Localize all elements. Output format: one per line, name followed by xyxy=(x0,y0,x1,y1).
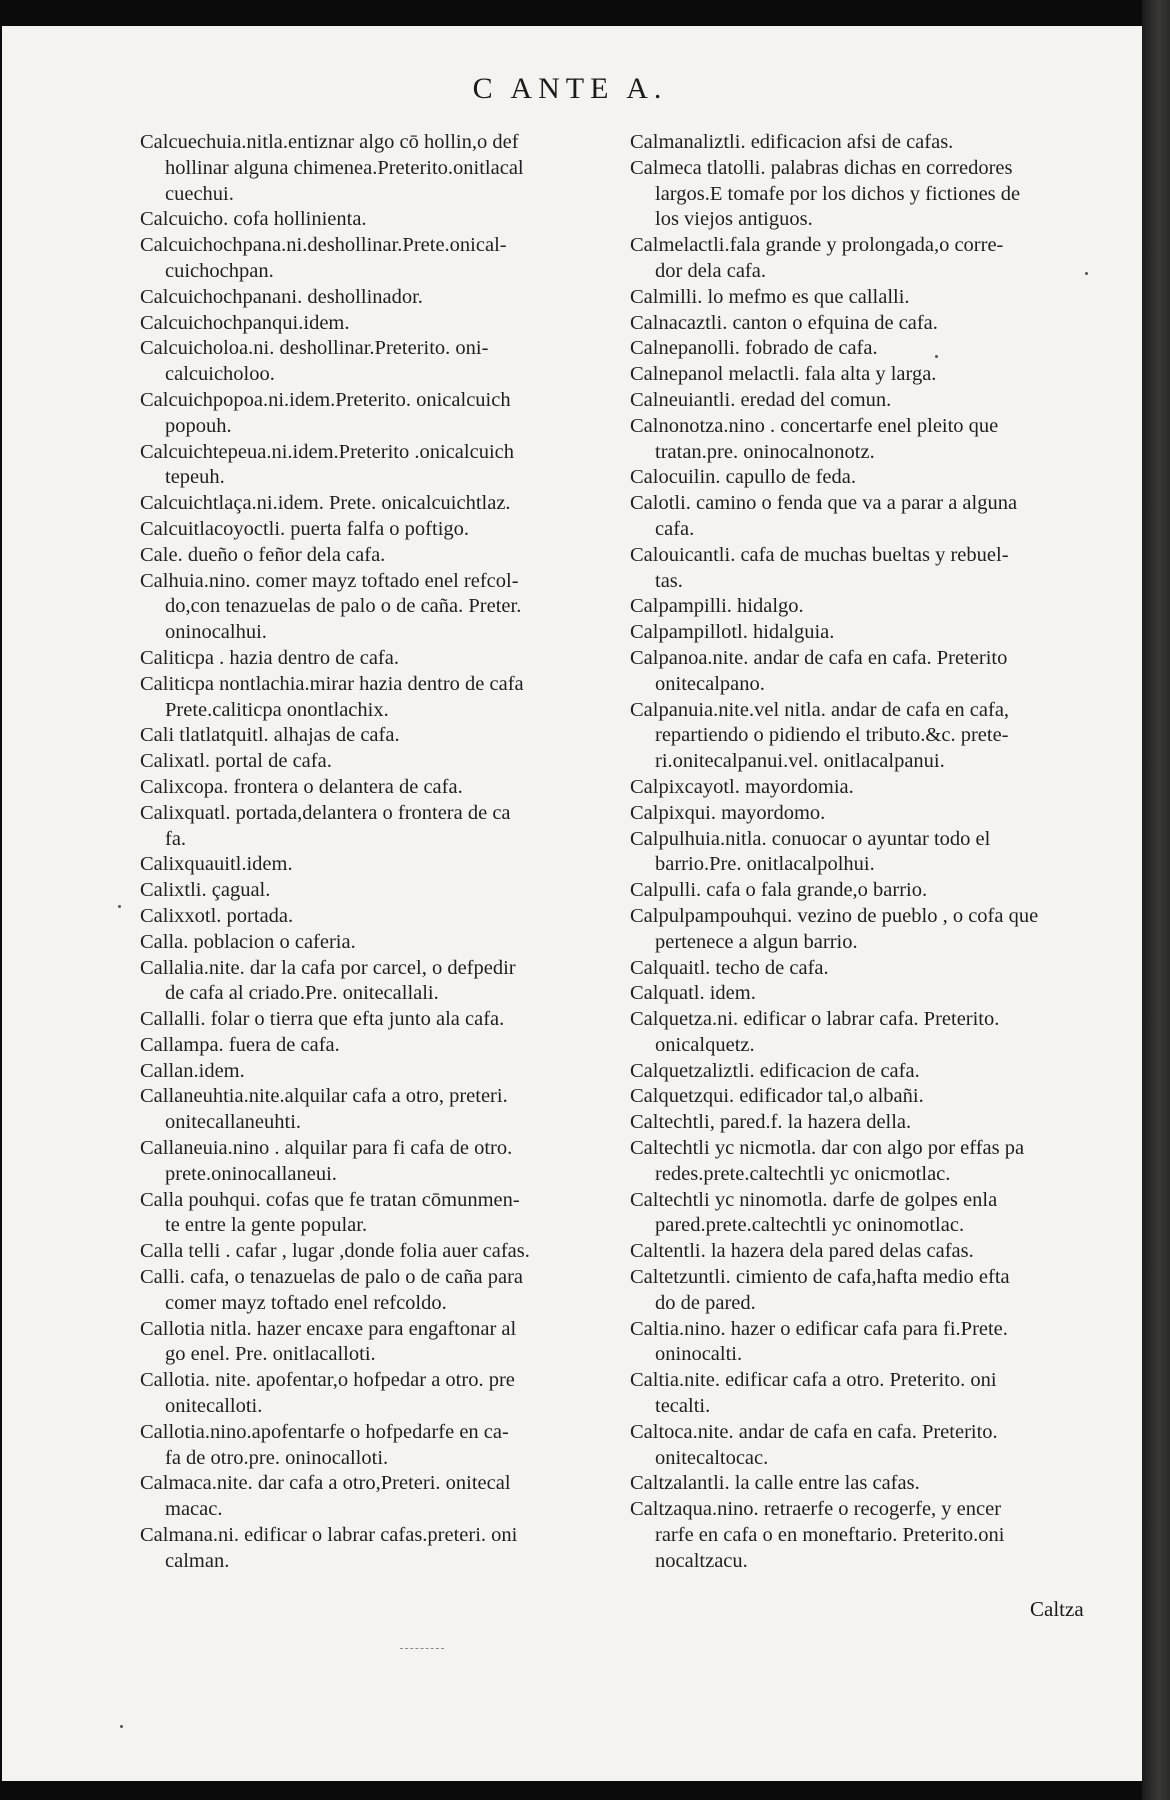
entry-headline: Caltzalantli. la calle entre las cafas. xyxy=(630,1472,920,1495)
entry-headline: Caliticpa . hazia dentro de cafa. xyxy=(140,646,399,669)
dictionary-entry xyxy=(140,1420,640,1472)
entry-headline: Calpulpampouhqui. vezino de pueblo , o cofa que xyxy=(630,904,1039,927)
entry-headline: Cali tlatlatquitl. alhajas de cafa. xyxy=(140,724,400,747)
dictionary-entry xyxy=(630,1007,1130,1059)
dictionary-entry xyxy=(140,388,640,440)
entry-continuation: go enel. Pre. onitlacalloti. xyxy=(165,1343,376,1366)
entry-headline: Caltzaqua.nino. retraerfe o recogerfe, y encer xyxy=(630,1498,1002,1521)
dictionary-entry xyxy=(630,543,1130,595)
entry-headline: Calla telli . cafar , lugar ,donde folia auer cafas. xyxy=(140,1240,530,1263)
entry-headline: Caltia.nite. edificar cafa a otro. Preterito. oni xyxy=(630,1369,997,1392)
entry-continuation: calman. xyxy=(165,1549,230,1572)
dictionary-entry xyxy=(140,207,640,233)
dictionary-entry xyxy=(630,878,1130,904)
dictionary-entry xyxy=(630,981,1130,1007)
entry-headline: Calixquatl. portada,delantera o frontera de ca xyxy=(140,801,511,824)
entry-headline: Caltetzuntli. cimiento de cafa,hafta medio efta xyxy=(630,1266,1010,1289)
entry-headline: Callotia nitla. hazer encaxe para engaftonar al xyxy=(140,1317,517,1340)
entry-continuation: pared.prete.caltechtli yc oninomotlac. xyxy=(655,1214,965,1237)
entry-continuation: tepeuh. xyxy=(165,466,225,489)
entry-continuation: cafa. xyxy=(655,517,695,540)
entry-continuation: tratan.pre. oninocalnonotz. xyxy=(655,440,875,463)
entry-continuation: do de pared. xyxy=(655,1291,756,1314)
entry-headline: Calneuiantli. eredad del comun. xyxy=(630,388,892,411)
entry-headline: Callalia.nite. dar la cafa por carcel, o defpedir xyxy=(140,956,516,979)
dictionary-entry xyxy=(630,156,1130,233)
entry-headline: Calmaca.nite. dar cafa a otro,Preteri. onitecal xyxy=(140,1472,511,1495)
dictionary-entry xyxy=(140,517,640,543)
entry-headline: Calmelactli.fala grande y prolongada,o corre- xyxy=(630,234,1004,257)
entry-continuation: tecalti. xyxy=(655,1395,711,1418)
dictionary-entry xyxy=(630,1059,1130,1085)
dictionary-entry xyxy=(630,956,1130,982)
dictionary-entry xyxy=(140,491,640,517)
dictionary-entry xyxy=(630,1110,1130,1136)
dictionary-entry xyxy=(630,336,1130,362)
dictionary-entry xyxy=(140,1188,640,1240)
dictionary-entry xyxy=(630,646,1130,698)
ink-speck xyxy=(118,905,121,908)
entry-continuation: onitecallaneuhti. xyxy=(165,1111,302,1134)
dictionary-entry xyxy=(630,1136,1130,1188)
dictionary-entry xyxy=(630,1420,1130,1472)
dictionary-entry xyxy=(630,491,1130,543)
dictionary-entry xyxy=(140,723,640,749)
entry-continuation: prete.oninocallaneui. xyxy=(165,1162,337,1185)
dictionary-entry xyxy=(140,956,640,1008)
entry-continuation: barrio.Pre. onitlacalpolhui. xyxy=(655,853,875,876)
dictionary-entry xyxy=(630,414,1130,466)
entry-continuation: onicalquetz. xyxy=(655,1033,755,1056)
catchword: Caltza xyxy=(1030,1597,1084,1621)
dictionary-entry xyxy=(140,775,640,801)
entry-headline: Caltoca.nite. andar de cafa en cafa. Preterito. xyxy=(630,1420,998,1443)
entry-headline: Calquatl. idem. xyxy=(630,982,756,1005)
entry-headline: Calixquauitl.idem. xyxy=(140,853,293,876)
entry-headline: Calpampillotl. hidalguia. xyxy=(630,621,835,644)
entry-headline: Caltechtli yc ninomotla. darfe de golpes enla xyxy=(630,1188,998,1211)
entry-headline: Calixxotl. portada. xyxy=(140,904,294,927)
dictionary-entry xyxy=(630,1317,1130,1369)
dictionary-entry xyxy=(630,827,1130,879)
entry-continuation: pertenece a algun barrio. xyxy=(655,930,858,953)
entry-headline: Calixatl. portal de cafa. xyxy=(140,750,332,773)
entry-continuation: los viejos antiguos. xyxy=(655,208,813,231)
entry-headline: Calcuichochpanani. deshollinador. xyxy=(140,285,423,308)
entry-continuation: tas. xyxy=(655,569,683,592)
dictionary-entry xyxy=(140,1471,640,1523)
dictionary-entry xyxy=(630,698,1130,775)
entry-headline: Calpanuia.nite.vel nitla. andar de cafa en cafa, xyxy=(630,698,1010,721)
entry-headline: Callampa. fuera de cafa. xyxy=(140,1033,340,1056)
adjacent-page-edge xyxy=(1142,0,1170,1800)
entry-continuation: do,con tenazuelas de palo o de caña. Preter. xyxy=(165,595,522,618)
entry-headline: Calhuia.nino. comer mayz toftado enel refcol- xyxy=(140,569,519,592)
entry-headline: Calpulli. cafa o fala grande,o barrio. xyxy=(630,879,928,902)
entry-continuation: comer mayz toftado enel refcoldo. xyxy=(165,1291,447,1314)
entry-headline: Calnepanol melactli. fala alta y larga. xyxy=(630,363,937,386)
dictionary-entry xyxy=(140,930,640,956)
entry-continuation: oninocalhui. xyxy=(165,621,267,644)
entry-continuation: redes.prete.caltechtli yc onicmotlac. xyxy=(655,1162,951,1185)
entry-headline: Calla pouhqui. cofas que fe tratan cōmunmen- xyxy=(140,1188,520,1211)
dictionary-entry xyxy=(140,1265,640,1317)
dictionary-entry xyxy=(140,1368,640,1420)
dictionary-entry xyxy=(140,440,640,492)
dictionary-entry xyxy=(140,311,640,337)
dictionary-entry xyxy=(140,878,640,904)
dictionary-entry xyxy=(140,1033,640,1059)
entry-headline: Calpanoa.nite. andar de cafa en cafa. Preterito xyxy=(630,646,1008,669)
dictionary-entry xyxy=(630,130,1130,156)
entry-headline: Calnonotza.nino . concertarfe enel pleito que xyxy=(630,414,999,437)
entry-continuation: dor dela cafa. xyxy=(655,259,766,282)
entry-headline: Calcuicholoa.ni. deshollinar.Preterito. oni- xyxy=(140,337,489,360)
dictionary-entry xyxy=(140,646,640,672)
left-column xyxy=(140,130,640,1575)
entry-continuation: hollinar alguna chimenea.Preterito.onitlacal xyxy=(165,156,524,179)
entry-continuation: onitecaltocac. xyxy=(655,1446,769,1469)
entry-continuation: ri.onitecalpanui.vel. onitlacalpanui. xyxy=(655,750,945,773)
dictionary-entry xyxy=(630,801,1130,827)
entry-continuation: oninocalti. xyxy=(655,1343,743,1366)
dictionary-entry xyxy=(140,801,640,853)
entry-headline: Calcuicho. cofa hollinienta. xyxy=(140,208,367,231)
entry-headline: Caliticpa nontlachia.mirar hazia dentro de cafa xyxy=(140,672,524,695)
entry-headline: Calcuechuia.nitla.entiznar algo cō hollin,o def xyxy=(140,131,519,153)
entry-continuation: nocaltzacu. xyxy=(655,1549,748,1572)
entry-headline: Calpixqui. mayordomo. xyxy=(630,801,826,824)
entry-continuation: onitecalpano. xyxy=(655,672,765,695)
entry-continuation: cuichochpan. xyxy=(165,259,274,282)
dictionary-entry xyxy=(140,1136,640,1188)
entry-headline: Calotli. camino o fenda que va a parar a alguna xyxy=(630,492,1018,515)
dictionary-entry xyxy=(630,362,1130,388)
entry-headline: Calcuichochpanqui.idem. xyxy=(140,311,350,334)
ink-speck xyxy=(935,355,938,358)
dictionary-entry xyxy=(630,775,1130,801)
dictionary-entry xyxy=(140,130,640,207)
entry-headline: Calouicantli. cafa de muchas bueltas y rebuel- xyxy=(630,543,1009,566)
running-header: C ANTE A. xyxy=(472,72,668,105)
entry-headline: Calpulhuia.nitla. conuocar o ayuntar todo el xyxy=(630,827,991,850)
dictionary-entry xyxy=(630,465,1130,491)
dictionary-entry xyxy=(630,1084,1130,1110)
dictionary-entry xyxy=(630,1368,1130,1420)
entry-headline: Calquaitl. techo de cafa. xyxy=(630,956,829,979)
entry-headline: Callaneuia.nino . alquilar para fi cafa de otro. xyxy=(140,1137,513,1160)
entry-headline: Caltia.nino. hazer o edificar cafa para fi.Prete. xyxy=(630,1317,1008,1340)
entry-headline: Calcuichpopoa.ni.idem.Preterito. onicalcuich xyxy=(140,388,511,411)
dictionary-entry xyxy=(140,569,640,646)
dictionary-entry xyxy=(140,285,640,311)
dictionary-entry xyxy=(630,311,1130,337)
dictionary-entry xyxy=(630,1265,1130,1317)
entry-continuation: repartiendo o pidiendo el tributo.&c. prete- xyxy=(655,724,1009,747)
dictionary-entry xyxy=(630,1471,1130,1497)
entry-headline: Calquetza.ni. edificar o labrar cafa. Preterito. xyxy=(630,1008,1000,1031)
dictionary-entry xyxy=(140,904,640,930)
entry-headline: Calcuichochpana.ni.deshollinar.Prete.onical- xyxy=(140,234,507,257)
dictionary-entry xyxy=(140,1007,640,1033)
entry-headline: Caltentli. la hazera dela pared delas cafas. xyxy=(630,1240,974,1263)
dictionary-entry xyxy=(630,388,1130,414)
ink-speck xyxy=(120,1725,123,1728)
entry-continuation: popouh. xyxy=(165,414,232,437)
entry-headline: Callan.idem. xyxy=(140,1059,245,1082)
entry-headline: Calli. cafa, o tenazuelas de palo o de caña para xyxy=(140,1266,524,1289)
page-ornament-dash xyxy=(400,1648,444,1649)
entry-headline: Calocuilin. capullo de feda. xyxy=(630,466,856,489)
dictionary-entry xyxy=(140,852,640,878)
entry-headline: Calquetzaliztli. edificacion de cafa. xyxy=(630,1059,920,1082)
entry-continuation: cuechui. xyxy=(165,182,234,205)
dictionary-entry xyxy=(630,594,1130,620)
dictionary-entry xyxy=(140,1523,640,1575)
ink-speck xyxy=(1085,272,1088,275)
entry-headline: Cale. dueño o feñor dela cafa. xyxy=(140,543,386,566)
dictionary-entry xyxy=(140,233,640,285)
dictionary-entry xyxy=(630,233,1130,285)
entry-headline: Calcuichtepeua.ni.idem.Preterito .onicalcuich xyxy=(140,440,514,463)
dictionary-entry xyxy=(140,1084,640,1136)
entry-continuation: de cafa al criado.Pre. onitecallali. xyxy=(165,982,439,1005)
entry-headline: Callalli. folar o tierra que efta junto ala cafa. xyxy=(140,1008,505,1031)
entry-headline: Callotia. nite. apofentar,o hofpedar a otro. pre xyxy=(140,1369,515,1392)
entry-headline: Calcuichtlaça.ni.idem. Prete. onicalcuichtlaz. xyxy=(140,492,511,515)
dictionary-entry xyxy=(630,285,1130,311)
entry-headline: Callotia.nino.apofentarfe o hofpedarfe en ca- xyxy=(140,1420,509,1443)
entry-headline: Calla. poblacion o caferia. xyxy=(140,930,356,953)
entry-headline: Calnepanolli. fobrado de cafa. xyxy=(630,337,878,360)
dictionary-entry xyxy=(140,749,640,775)
entry-continuation: te entre la gente popular. xyxy=(165,1214,368,1237)
entry-headline: Calmana.ni. edificar o labrar cafas.preteri. oni xyxy=(140,1524,518,1547)
entry-headline: Calmilli. lo mefmo es que callalli. xyxy=(630,285,910,308)
entry-headline: Caltechtli, pared.f. la hazera della. xyxy=(630,1111,912,1134)
entry-continuation: largos.E tomafe por los dichos y fictiones de xyxy=(655,182,1021,205)
dictionary-entry xyxy=(140,672,640,724)
entry-continuation: macac. xyxy=(165,1498,223,1521)
entry-headline: Calnacaztli. canton o efquina de cafa. xyxy=(630,311,938,334)
entry-continuation: calcuicholoo. xyxy=(165,363,275,386)
entry-headline: Calmanaliztli. edificacion afsi de cafas. xyxy=(630,131,954,153)
entry-continuation: fa de otro.pre. oninocalloti. xyxy=(165,1446,389,1469)
right-column xyxy=(630,130,1130,1575)
entry-continuation: onitecalloti. xyxy=(165,1395,263,1418)
entry-headline: Calmeca tlatolli. palabras dichas en corredores xyxy=(630,156,1013,179)
entry-headline: Callaneuhtia.nite.alquilar cafa a otro, preteri. xyxy=(140,1085,508,1108)
entry-headline: Calixtli. çagual. xyxy=(140,879,271,902)
entry-headline: Calquetzqui. edificador tal,o albañi. xyxy=(630,1085,924,1108)
dictionary-entry xyxy=(630,1239,1130,1265)
dictionary-entry xyxy=(630,620,1130,646)
entry-continuation: rarfe en cafa o en moneftario. Preterito.oni xyxy=(655,1524,1005,1547)
entry-headline: Calcuitlacoyoctli. puerta falfa o poftigo. xyxy=(140,517,470,540)
dictionary-entry xyxy=(140,336,640,388)
dictionary-entry xyxy=(140,1059,640,1085)
entry-headline: Calpixcayotl. mayordomia. xyxy=(630,775,854,798)
dictionary-entry xyxy=(140,543,640,569)
dictionary-entry xyxy=(630,904,1130,956)
dictionary-entry xyxy=(140,1239,640,1265)
dictionary-entry xyxy=(140,1317,640,1369)
entry-continuation: Prete.caliticpa onontlachix. xyxy=(165,698,389,721)
entry-headline: Calpampilli. hidalgo. xyxy=(630,595,804,618)
dictionary-entry xyxy=(630,1497,1130,1574)
entry-headline: Calixcopa. frontera o delantera de cafa. xyxy=(140,775,463,798)
entry-headline: Caltechtli yc nicmotla. dar con algo por effas pa xyxy=(630,1137,1025,1160)
entry-continuation: fa. xyxy=(165,827,187,850)
dictionary-entry xyxy=(630,1188,1130,1240)
